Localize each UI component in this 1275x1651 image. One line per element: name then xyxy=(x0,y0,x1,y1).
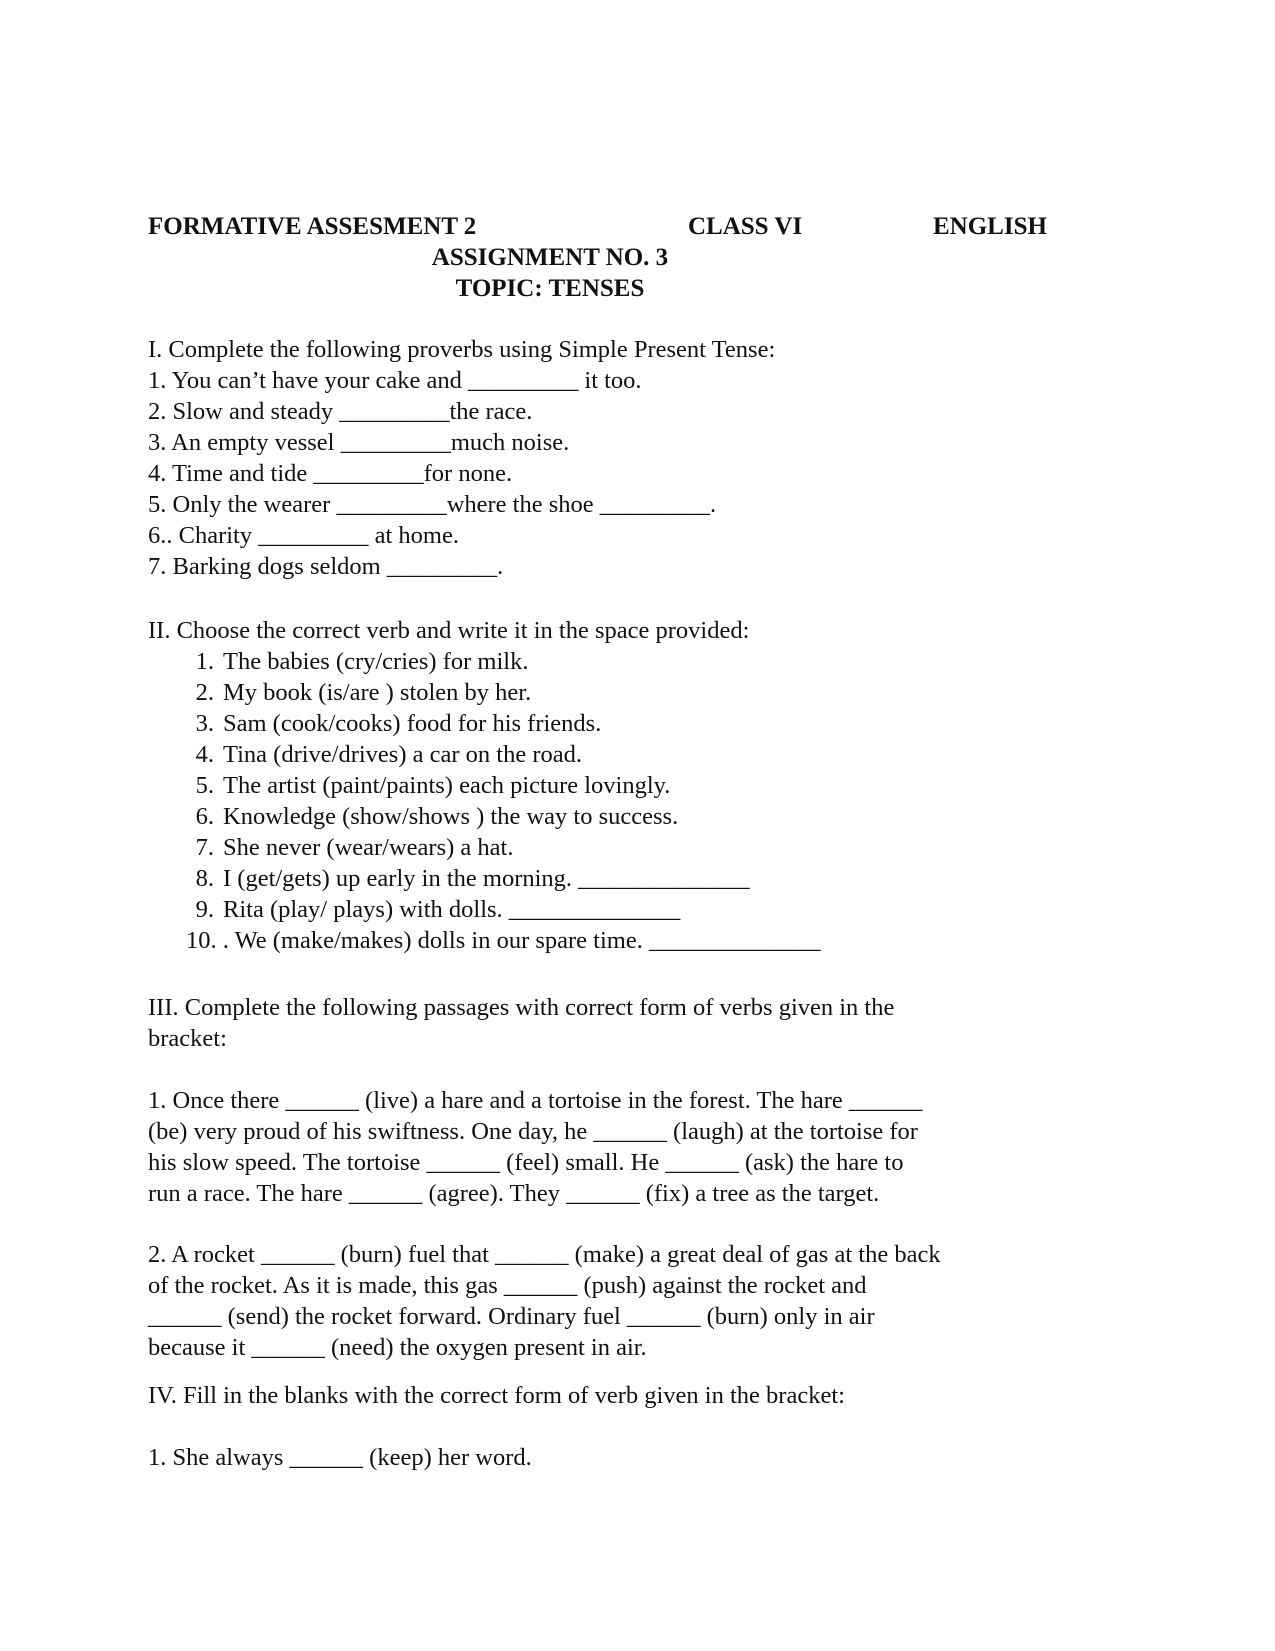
section-1-item: 7. Barking dogs seldom _________. xyxy=(148,553,504,580)
section-3-title xyxy=(148,992,894,1054)
passage-line: run a race. The hare ______ (agree). They ______ (fix) a tree as the target. xyxy=(148,1180,880,1207)
list-item xyxy=(148,770,820,801)
list-text: She never (wear/wears) a hat. xyxy=(223,834,514,861)
passage-line: 1. Once there ______ (live) a hare and a tortoise in the forest. The hare ______ xyxy=(148,1087,923,1114)
section-3-title-line: III. Complete the following passages with correct form of verbs given in the xyxy=(148,994,895,1021)
list-number: 5. xyxy=(195,772,214,799)
list-text: Tina (drive/drives) a car on the road. xyxy=(223,741,582,768)
list-item xyxy=(148,708,820,739)
passage-2 xyxy=(148,1239,941,1363)
section-1 xyxy=(148,334,775,582)
section-2-list xyxy=(148,646,820,956)
list-number: 8. xyxy=(195,865,214,892)
list-text: We (make/makes) dolls in our spare time. ______________ xyxy=(234,927,821,954)
header-subject: ENGLISH xyxy=(933,213,1047,240)
section-1-title: I. Complete the following proverbs using Simple Present Tense: xyxy=(148,336,776,363)
section-4-item: 1. She always ______ (keep) her word. xyxy=(148,1444,532,1471)
section-1-item: 2. Slow and steady _________the race. xyxy=(148,398,533,425)
topic-title: TOPIC: TENSES xyxy=(455,275,645,302)
list-item xyxy=(148,801,820,832)
list-text: The babies (cry/cries) for milk. xyxy=(223,648,529,675)
passage-line: of the rocket. As it is made, this gas ______ (push) against the rocket and xyxy=(148,1272,867,1299)
list-item xyxy=(148,646,820,677)
assignment-number: ASSIGNMENT NO. 3 xyxy=(431,244,669,271)
list-text: The artist (paint/paints) each picture lovingly. xyxy=(223,772,671,799)
list-text: My book (is/are ) stolen by her. xyxy=(223,679,532,706)
list-number: 6. xyxy=(195,803,214,830)
header-assessment: FORMATIVE ASSESMENT 2 xyxy=(148,213,477,240)
list-item xyxy=(148,739,820,770)
list-text: Knowledge (show/shows ) the way to success. xyxy=(223,803,679,830)
header-class: CLASS VI xyxy=(688,213,803,240)
section-1-item: 6.. Charity _________ at home. xyxy=(148,522,459,549)
passage-1 xyxy=(148,1085,922,1209)
list-number: 2. xyxy=(195,679,214,706)
section-1-item: 3. An empty vessel _________much noise. xyxy=(148,429,570,456)
section-3-title-line: bracket: xyxy=(148,1025,227,1052)
passage-line: (be) very proud of his swiftness. One day, he ______ (laugh) at the tortoise for xyxy=(148,1118,918,1145)
list-item xyxy=(148,677,820,708)
list-number: 7. xyxy=(195,834,214,861)
passage-line: because it ______ (need) the oxygen present in air. xyxy=(148,1334,647,1361)
list-number: 9. xyxy=(195,896,214,923)
list-item xyxy=(148,832,820,863)
list-item xyxy=(148,925,820,956)
list-item xyxy=(148,863,820,894)
section-1-item: 4. Time and tide _________for none. xyxy=(148,460,513,487)
section-2-title: II. Choose the correct verb and write it in the space provided: xyxy=(148,617,750,644)
list-item xyxy=(148,894,820,925)
list-number: 3. xyxy=(195,710,214,737)
list-number: 4. xyxy=(195,741,214,768)
list-number: 1. xyxy=(195,648,214,675)
list-text: Sam (cook/cooks) food for his friends. xyxy=(223,710,602,737)
passage-line: his slow speed. The tortoise ______ (feel) small. He ______ (ask) the hare to xyxy=(148,1149,904,1176)
list-number: 10. . xyxy=(186,927,229,954)
passage-line: 2. A rocket ______ (burn) fuel that ______ (make) a great deal of gas at the back xyxy=(148,1241,941,1268)
section-2 xyxy=(148,615,820,956)
section-4-title: IV. Fill in the blanks with the correct form of verb given in the bracket: xyxy=(148,1382,845,1409)
list-text: Rita (play/ plays) with dolls. ______________ xyxy=(223,896,681,923)
passage-line: ______ (send) the rocket forward. Ordinary fuel ______ (burn) only in air xyxy=(148,1303,875,1330)
section-1-item: 5. Only the wearer _________where the shoe _________. xyxy=(148,491,717,518)
section-1-item: 1. You can’t have your cake and _________ it too. xyxy=(148,367,642,394)
list-text: I (get/gets) up early in the morning. ______________ xyxy=(223,865,750,892)
